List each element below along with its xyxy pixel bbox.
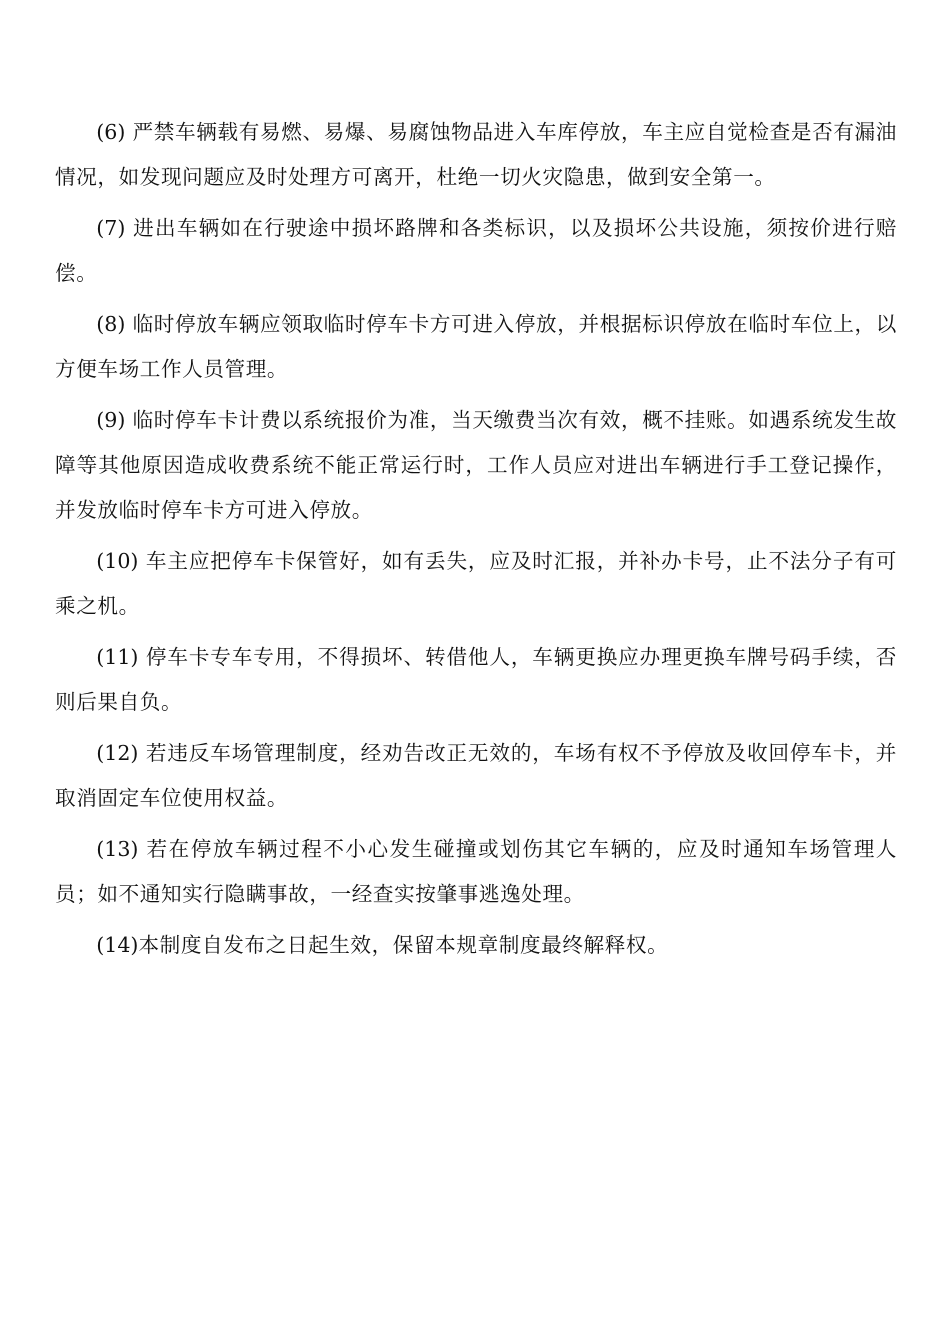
paragraph-number: (6) <box>96 120 126 144</box>
paragraph-item-9 <box>55 398 897 533</box>
paragraph-item-14 <box>55 923 897 968</box>
paragraph-text: 本制度自发布之日起生效，保留本规章制度最终解释权。 <box>138 933 669 957</box>
paragraph-number: (11) <box>96 645 139 669</box>
paragraph-text: 进出车辆如在行驶途中损坏路牌和各类标识，以及损坏公共设施，须按价进行赔偿。 <box>55 216 897 285</box>
paragraph-text: 临时停车卡计费以系统报价为准，当天缴费当次有效，概不挂账。如遇系统发生故障等其他原因造成收费系统不能正常运行时，工作人员应对进出车辆进行手工登记操作，并发放临时停车卡方可进入停放。 <box>55 408 897 522</box>
paragraph-number: (14) <box>96 933 139 957</box>
paragraph-text: 若在停放车辆过程不小心发生碰撞或划伤其它车辆的，应及时通知车场管理人员；如不通知实行隐瞒事故，一经查实按肇事逃逸处理。 <box>55 837 897 906</box>
paragraph-item-7 <box>55 206 897 296</box>
paragraph-text: 临时停放车辆应领取临时停车卡方可进入停放，并根据标识停放在临时车位上，以方便车场工作人员管理。 <box>55 312 897 381</box>
paragraph-item-13 <box>55 827 897 917</box>
paragraph-number: (13) <box>96 837 139 861</box>
paragraph-item-6 <box>55 110 897 200</box>
paragraph-item-8 <box>55 302 897 392</box>
paragraph-item-11 <box>55 635 897 725</box>
paragraph-number: (10) <box>96 549 139 573</box>
paragraph-number: (12) <box>96 741 139 765</box>
paragraph-number: (9) <box>96 408 126 432</box>
paragraph-number: (7) <box>96 216 126 240</box>
paragraph-number: (8) <box>96 312 126 336</box>
paragraph-text: 停车卡专车专用，不得损坏、转借他人，车辆更换应办理更换车牌号码手续，否则后果自负。 <box>55 645 897 714</box>
document-page <box>55 110 897 974</box>
paragraph-text: 车主应把停车卡保管好，如有丢失，应及时汇报，并补办卡号，止不法分子有可乘之机。 <box>55 549 897 618</box>
paragraph-text: 严禁车辆载有易燃、易爆、易腐蚀物品进入车库停放，车主应自觉检查是否有漏油情况，如发现问题应及时处理方可离开，杜绝一切火灾隐患，做到安全第一。 <box>55 120 897 189</box>
paragraph-item-12 <box>55 731 897 821</box>
paragraph-text: 若违反车场管理制度，经劝告改正无效的，车场有权不予停放及收回停车卡，并取消固定车位使用权益。 <box>55 741 897 810</box>
paragraph-item-10 <box>55 539 897 629</box>
